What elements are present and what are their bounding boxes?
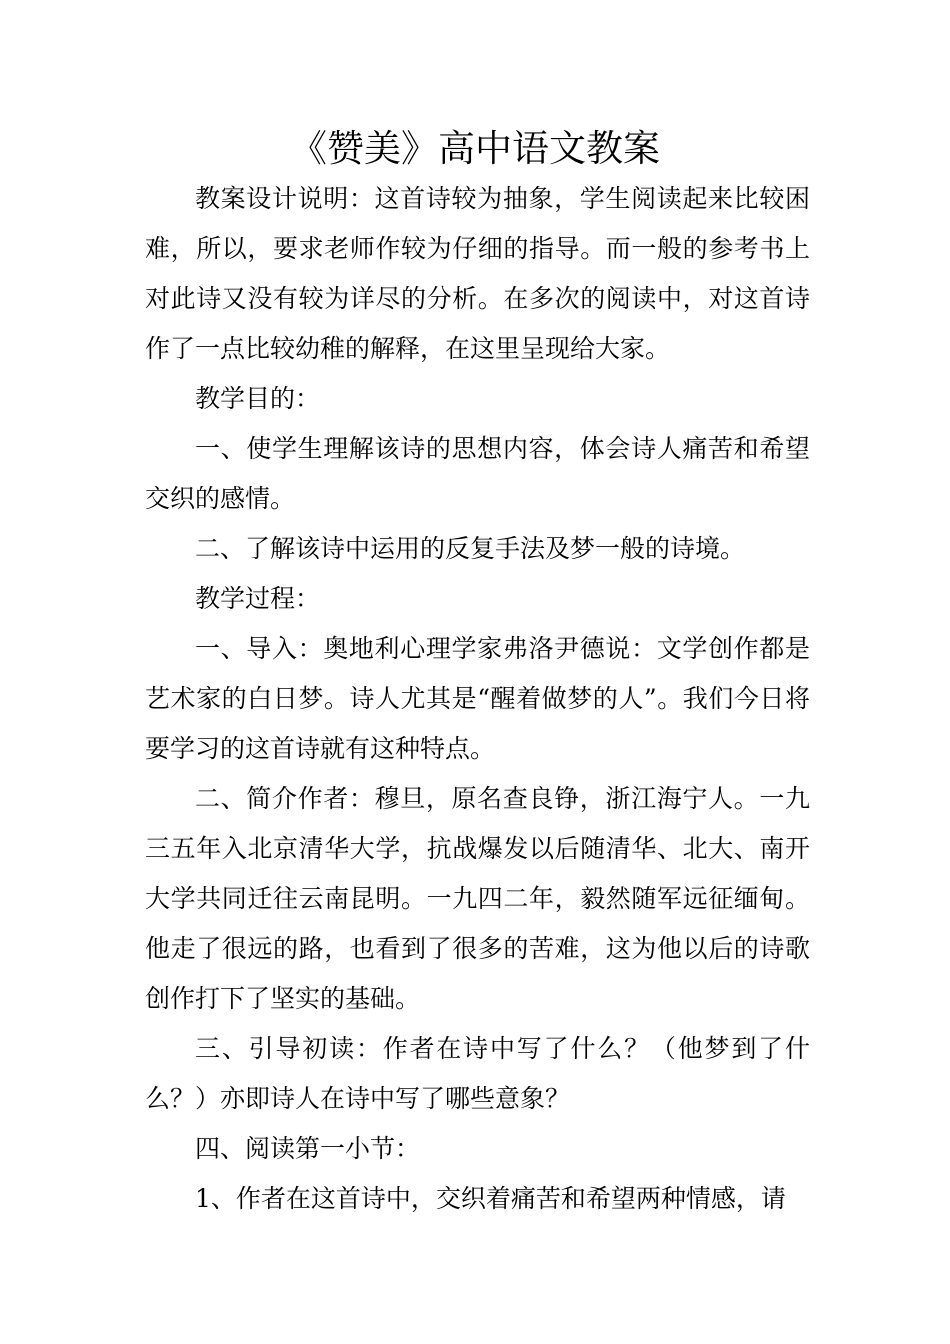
paragraph-step-1: 一、导入：奥地利心理学家弗洛尹德说：文学创作都是艺术家的白日梦。诗人尤其是“醒着做梦的人”。我们今日将要学习的这首诗就有这种特点。 — [145, 634, 810, 763]
paragraph-step-4-item-1: 1、作者在这首诗中，交织着痛苦和希望两种情感，请 — [195, 1184, 786, 1213]
paragraph-objective-2: 二、了解该诗中运用的反复手法及梦一般的诗境。 — [195, 534, 746, 563]
paragraph-process-heading: 教学过程： — [195, 584, 321, 613]
paragraph-objectives-heading: 教学目的： — [195, 384, 321, 413]
paragraph-step-2: 二、简介作者：穆旦，原名查良铮，浙江海宁人。一九三五年入北京清华大学，抗战爆发以后随清华、北大、南开大学共同迁往云南昆明。一九四二年，毅然随军远征缅甸。他走了很远的路，也看到了很多的苦难，这为他以后的诗歌创作打下了坚实的基础。 — [145, 784, 810, 1013]
paragraph-step-3: 三、引导初读：作者在诗中写了什么？（他梦到了什么？）亦即诗人在诗中写了哪些意象？ — [145, 1034, 810, 1113]
paragraph-objective-1: 一、使学生理解该诗的思想内容，体会诗人痛苦和希望交织的感情。 — [145, 434, 810, 513]
document-body — [145, 174, 810, 1224]
paragraph-design-note: 教案设计说明：这首诗较为抽象，学生阅读起来比较困难，所以，要求老师作较为仔细的指导。而一般的参考书上对此诗又没有较为详尽的分析。在多次的阅读中，对这首诗作了一点比较幼稚的解释，在这里呈现给大家。 — [145, 184, 810, 363]
document-title: 《赞美》高中语文教案 — [290, 127, 660, 170]
paragraph-step-4: 四、阅读第一小节： — [195, 1134, 421, 1163]
